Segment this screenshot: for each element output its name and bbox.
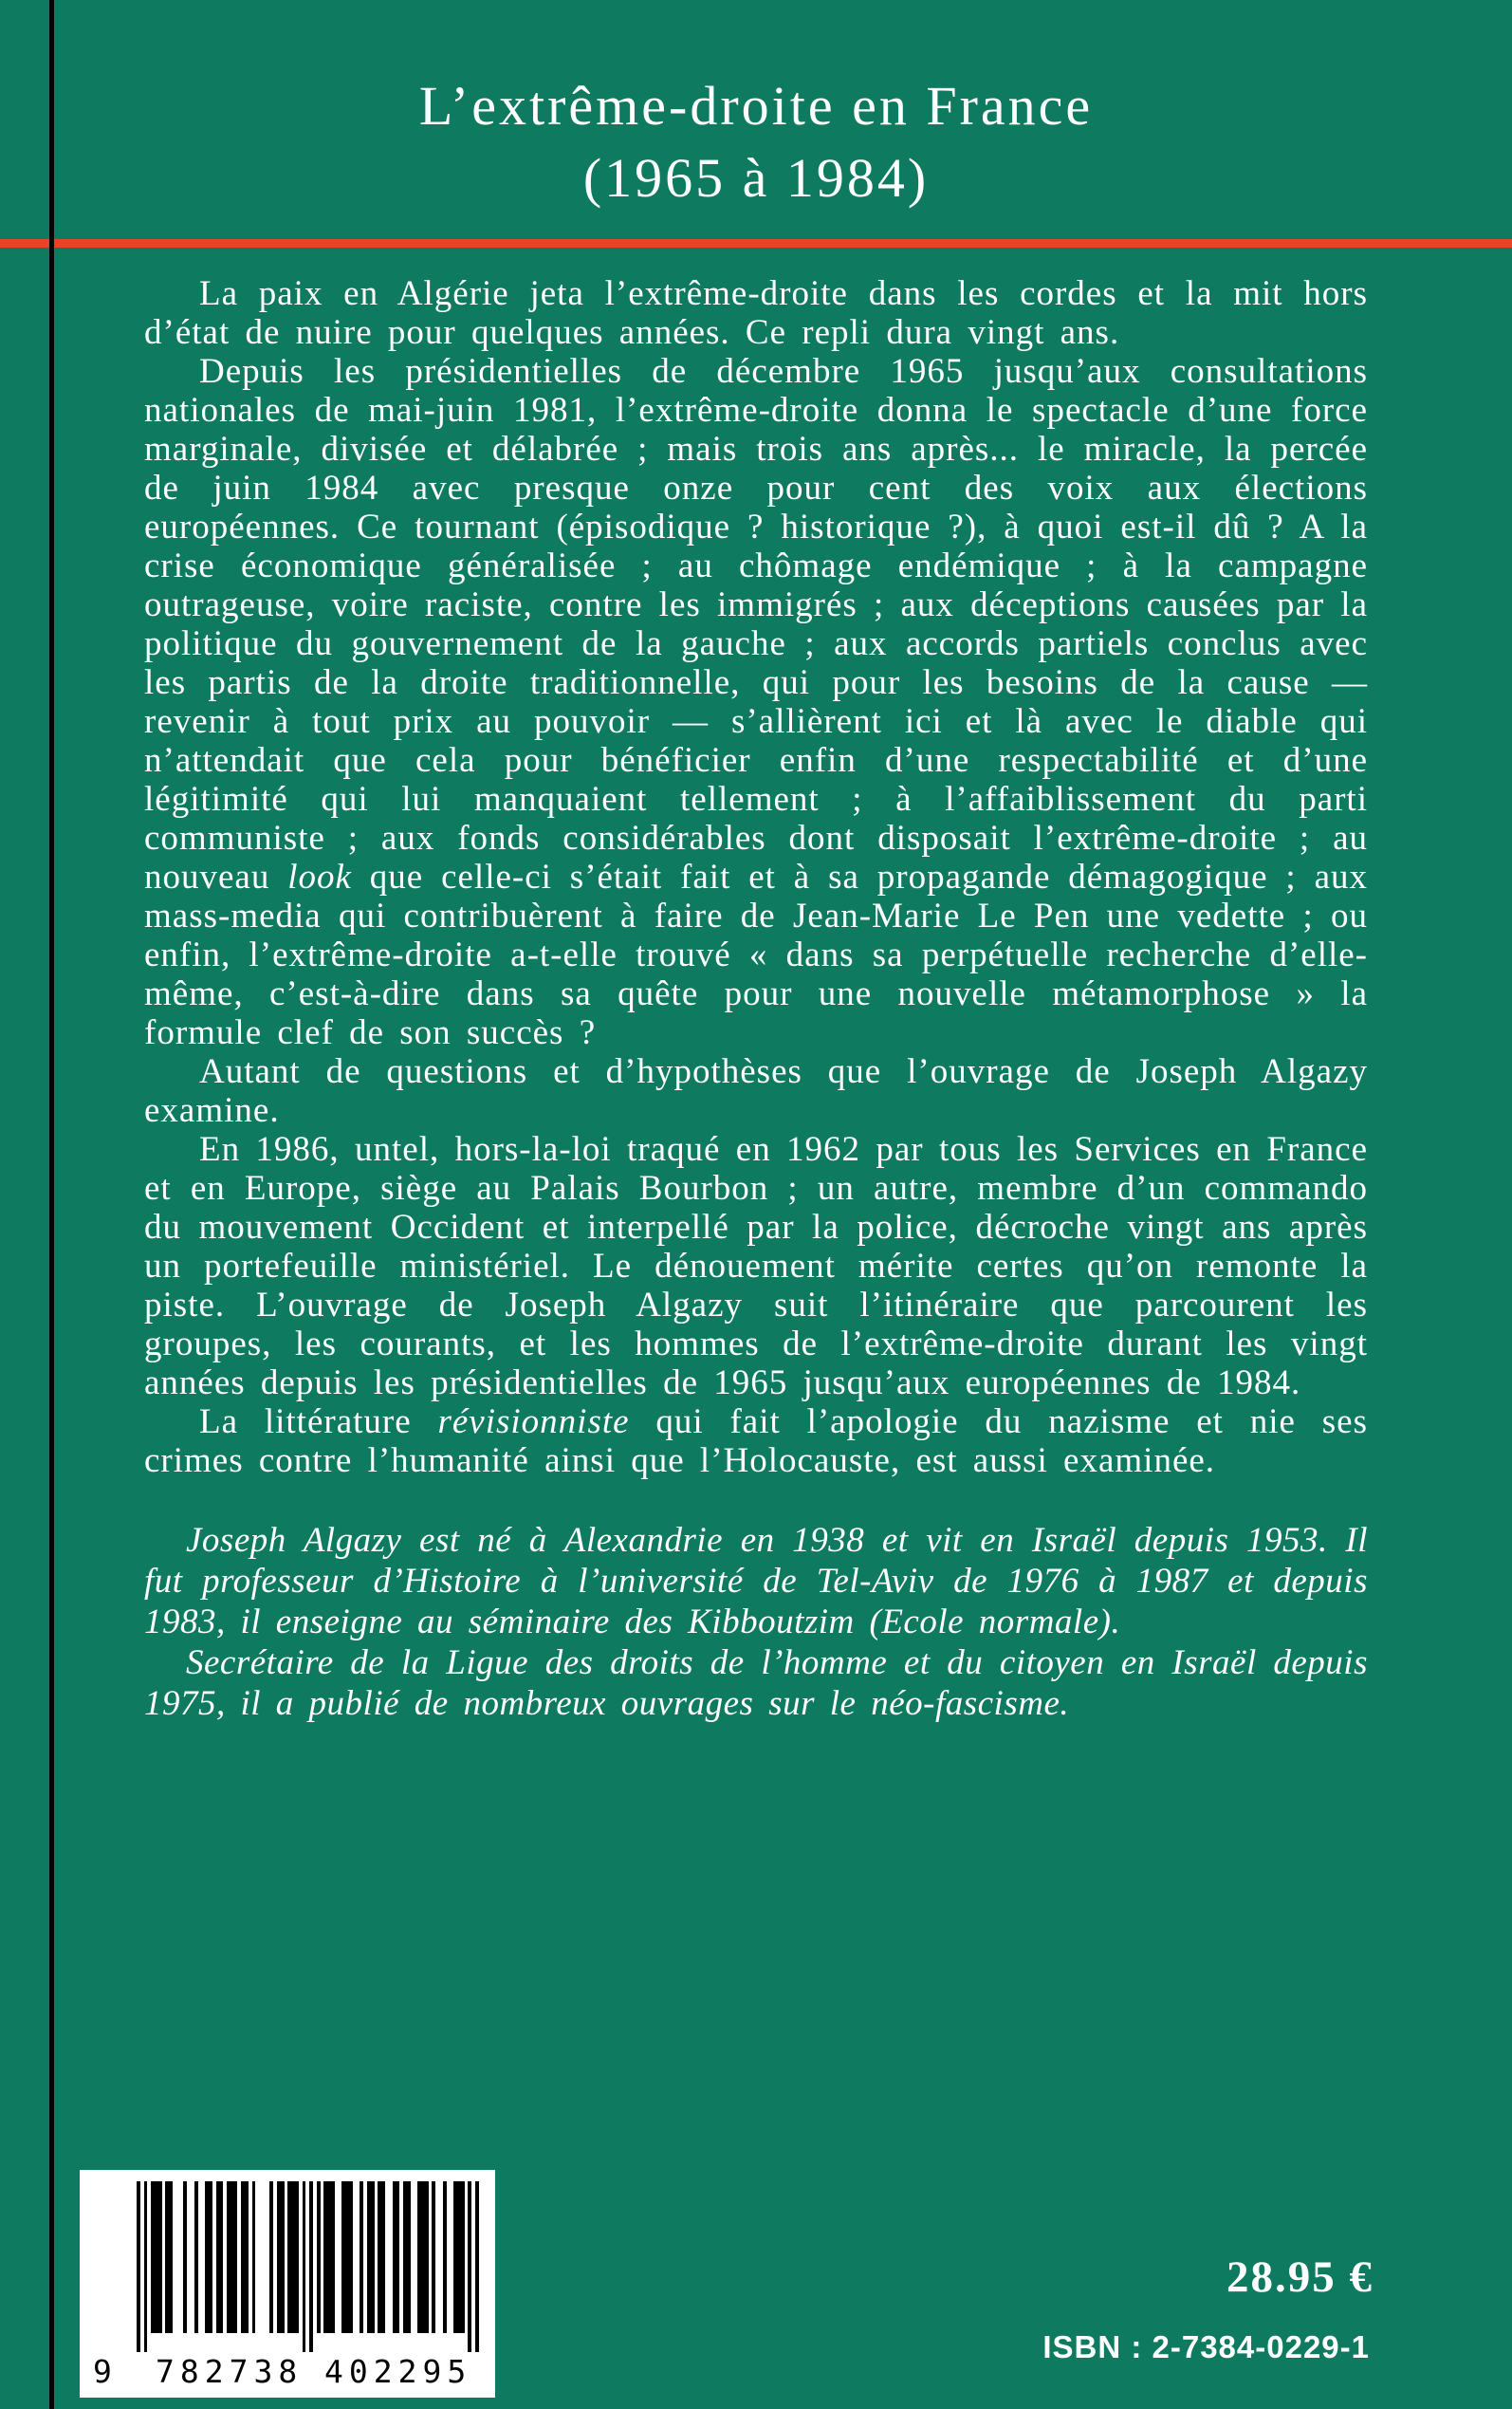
paragraph xyxy=(144,1642,1368,1724)
paragraph xyxy=(144,1130,1368,1402)
text-segment: qui fait l’apologie du nazisme et nie ses crimes contre l’humanité ainsi que l’Holocauste, est aussi examinée. xyxy=(144,1402,1368,1480)
spine-edge-line xyxy=(49,0,54,2409)
text-segment: Joseph Algazy est né à Alexandrie en 1938 et vit en Israël depuis 1953. Il fut professeur d’Histoire à l’université de Tel-Aviv de 1976 à 1987 et depuis 1983, il enseigne au séminaire des Kibboutzim (Ecole normale). xyxy=(144,1521,1368,1641)
text-segment: La paix en Algérie jeta l’extrême-droite dans les cordes et la mit hors d’état de nuire pour quelques années. Ce repli dura vingt ans. xyxy=(144,274,1368,352)
barcode-digit-lead: 9 xyxy=(93,2353,112,2390)
text-segment: Autant de questions et d’hypothèses que l’ouvrage de Joseph Algazy examine. xyxy=(144,1052,1368,1130)
paragraph xyxy=(144,274,1368,352)
paragraph xyxy=(144,352,1368,1052)
italic-text-segment: look xyxy=(287,858,352,897)
paragraph xyxy=(144,1052,1368,1130)
price-label: 28.95 € xyxy=(1226,2252,1374,2302)
title-line-2: (1965 à 1984) xyxy=(582,147,930,209)
barcode-digits-left: 782738 xyxy=(156,2353,304,2390)
book-title xyxy=(0,70,1512,214)
barcode xyxy=(137,2181,479,2352)
paragraph xyxy=(144,1520,1368,1642)
title-block xyxy=(0,0,1512,214)
text-segment: que celle-ci s’était fait et à sa propagande démagogique ; aux mass-media qui contribuèrent à faire de Jean-Marie Le Pen une vedette ; ou enfin, l’extrême-droite a-t-elle trouvé « dans sa perpétuelle recherche d’elle-même, c’est-à-dire dans sa quête pour une nouvelle métamorphose » la formule clef de son succès ? xyxy=(144,858,1368,1052)
synopsis-text xyxy=(144,274,1368,1480)
barcode-digits xyxy=(80,2354,495,2390)
barcode-digits-right: 402295 xyxy=(324,2353,472,2390)
text-segment: En 1986, untel, hors-la-loi traqué en 1962 par tous les Services en France et en Europe, siège au Palais Bourbon ; un autre, membre d’un commando du mouvement Occident et interpellé par la police, décroche vingt ans après un portefeuille ministériel. Le dénouement mérite certes qu’on remonte la piste. L’ouvrage de Joseph Algazy suit l’itinéraire que parcourent les groupes, les courants, et les hommes de l’extrême-droite durant les vingt années depuis les présidentielles de 1965 jusqu’aux européennes de 1984. xyxy=(144,1130,1368,1402)
author-bio-text xyxy=(144,1520,1368,1724)
text-segment: La littérature xyxy=(199,1402,438,1441)
title-line-1: L’extrême-droite en France xyxy=(418,75,1094,137)
italic-text-segment: révisionniste xyxy=(437,1402,630,1441)
text-segment: Secrétaire de la Ligue des droits de l’homme et du citoyen en Israël depuis 1975, il a publié de nombreux ouvrages sur le néo-fascisme. xyxy=(144,1643,1368,1723)
paragraph xyxy=(144,1402,1368,1480)
barcode-box xyxy=(80,2170,495,2398)
isbn-label: ISBN : 2-7384-0229-1 xyxy=(1042,2329,1370,2364)
divider-rule xyxy=(0,239,1512,248)
text-segment: Depuis les présidentielles de décembre 1965 jusqu’aux consultations nationales de mai-juin 1981, l’extrême-droite donna le spectacle d’une force marginale, divisée et délabrée ; mais trois ans après... le miracle, la percée de juin 1984 avec presque onze pour cent des voix aux élections européennes. Ce tournant (épisodique ? historique ?), à quoi est-il dû ? A la crise économique généralisée ; au chômage endémique ; à la campagne outrageuse, voire raciste, contre les immigrés ; aux déceptions causées par la politique du gouvernement de la gauche ; aux accords partiels conclus avec les partis de la droite traditionnelle, qui pour les besoins de la cause — revenir à tout prix au pouvoir — s’allièrent ici et là avec le diable qui n’attendait que cela pour bénéficier enfin d’une respectabilité et d’une légitimité qui lui manquaient tellement ; à l’affaiblissement du parti communiste ; aux fonds considérables dont disposait l’extrême-droite ; au nouveau xyxy=(144,352,1368,897)
